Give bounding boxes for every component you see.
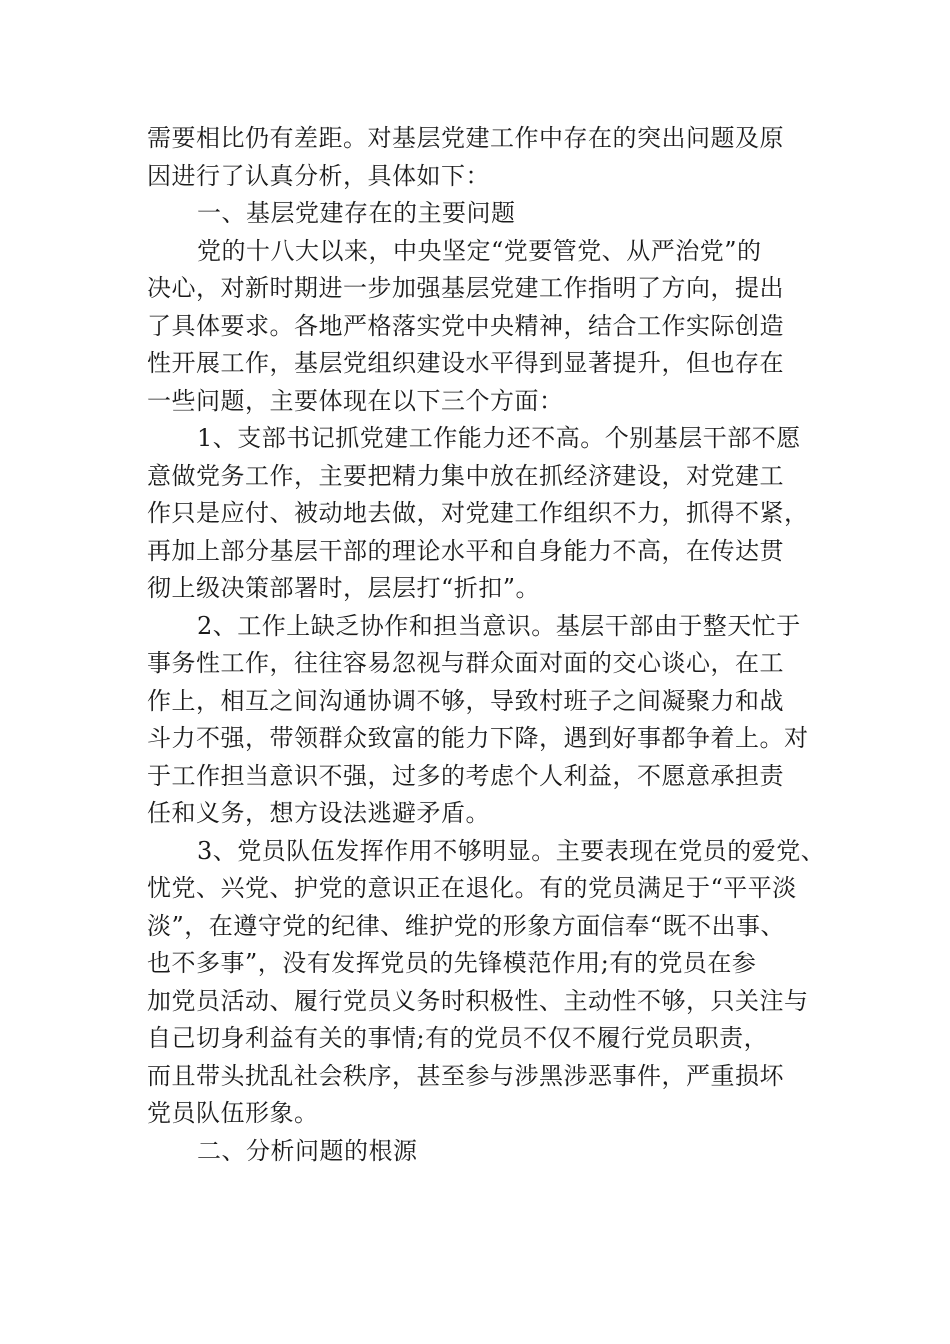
text-line: 斗力不强，带领群众致富的能力下降，遇到好事都争着上。对 xyxy=(147,724,809,752)
text-line: 二、分析问题的根源 xyxy=(197,1136,418,1165)
text-line: 党员队伍形象。 xyxy=(147,1099,319,1127)
document-body-text xyxy=(147,120,826,1170)
text-line: 1、支部书记抓党建工作能力还不高。个别基层干部不愿 xyxy=(197,424,801,452)
text-line: 而且带头扰乱社会秩序，甚至参与涉黑涉恶事件，严重损坏 xyxy=(147,1061,784,1090)
text-line: 事务性工作，往往容易忽视与群众面对面的交心谈心，在工 xyxy=(147,649,784,677)
text-line: 因进行了认真分析，具体如下： xyxy=(147,161,490,190)
text-line: 一、基层党建存在的主要问题 xyxy=(197,199,516,227)
text-line: 忧党、兴党、护党的意识正在退化。有的党员满足于“平平淡 xyxy=(147,874,797,902)
text-line: 于工作担当意识不强，过多的考虑个人利益，不愿意承担责 xyxy=(147,761,784,790)
text-line: 性开展工作，基层党组织建设水平得到显著提升，但也存在 xyxy=(147,349,784,377)
text-line: 2、工作上缺乏协作和担当意识。基层干部由于整天忙于 xyxy=(197,611,801,640)
text-line: 加党员活动、履行党员义务时积极性、主动性不够，只关注与 xyxy=(147,986,809,1015)
text-line: 也不多事”，没有发挥党员的先锋模范作用;有的党员在参 xyxy=(147,949,757,977)
text-line: 3、党员队伍发挥作用不够明显。主要表现在党员的爱党、 xyxy=(197,836,826,865)
text-line: 党的十八大以来，中央坚定“党要管党、从严治党”的 xyxy=(197,236,762,265)
text-line: 需要相比仍有差距。对基层党建工作中存在的突出问题及原 xyxy=(147,124,784,152)
text-line: 再加上部分基层干部的理论水平和自身能力不高，在传达贯 xyxy=(147,536,784,565)
text-line: 任和义务，想方设法逃避矛盾。 xyxy=(147,799,490,827)
text-line: 作上，相互之间沟通协调不够，导致村班子之间凝聚力和战 xyxy=(147,686,784,715)
text-line: 自己切身利益有关的事情;有的党员不仅不履行党员职责， xyxy=(147,1024,769,1052)
text-line: 了具体要求。各地严格落实党中央精神，结合工作实际创造 xyxy=(147,311,784,340)
text-line: 作只是应付、被动地去做，对党建工作组织不力，抓得不紧， xyxy=(147,499,809,527)
text-line: 意做党务工作，主要把精力集中放在抓经济建设，对党建工 xyxy=(147,461,784,490)
text-line: 一些问题，主要体现在以下三个方面： xyxy=(147,386,564,415)
text-line: 淡”，在遵守党的纪律、维护党的形象方面信奉“既不出事、 xyxy=(147,911,786,940)
text-line: 彻上级决策部署时，层层打“折扣”。 xyxy=(147,574,541,602)
text-line: 决心，对新时期进一步加强基层党建工作指明了方向，提出 xyxy=(147,274,784,302)
